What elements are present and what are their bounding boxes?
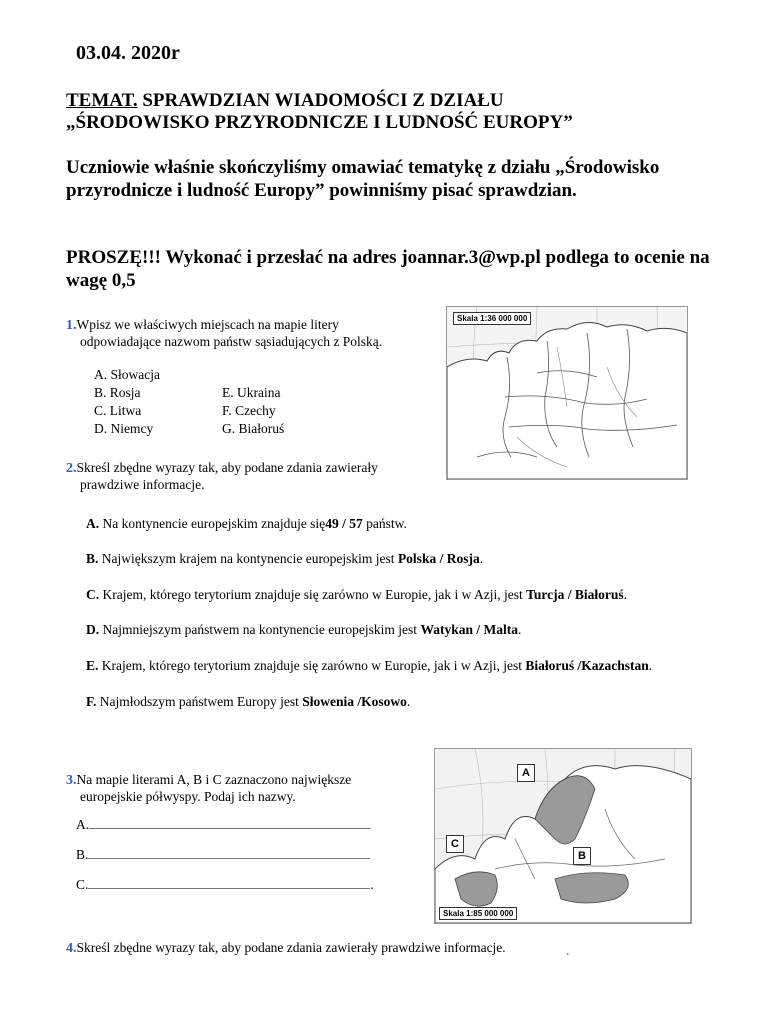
answer-a [76, 816, 371, 833]
stray-mark: . [566, 944, 570, 959]
statement-d-text: Najmniejszym państwem na kontynencie europejskim jest [99, 622, 421, 637]
question-2-line2: prawdziwe informacje. [80, 477, 205, 492]
question-2-number: 2. [66, 461, 77, 476]
topic-label: TEMAT. [66, 90, 138, 111]
option-g: G. Białoruś [222, 421, 285, 436]
statement-e-text: Krajem, którego terytorium znajduje się zarówno w Europie, jak i w Azji, jest [98, 658, 526, 673]
statement-e-letter: E. [86, 658, 99, 673]
statement-d-letter: D. [86, 622, 100, 637]
statement-f-letter: F. [86, 694, 97, 709]
answer-a-line[interactable] [89, 816, 371, 829]
answer-c-end: . [370, 877, 374, 892]
map-2-scale: Skala 1:85 000 000 [439, 907, 517, 920]
map-1-scale: Skala 1:36 000 000 [453, 312, 531, 325]
statement-c-end: . [623, 587, 628, 602]
option-e: E. Ukraina [222, 385, 281, 400]
request-paragraph: PROSZĘ!!! Wykonać i przesłać na adres joannar.3@wp.pl podlega to ocenie na wagę 0,5 [66, 247, 710, 291]
topic-heading [66, 90, 573, 134]
statement-d-choice: Watykan / Malta [420, 622, 518, 637]
statement-e [86, 658, 652, 674]
statement-d [86, 622, 521, 638]
question-3-line2: europejskie półwyspy. Podaj ich nazwy. [80, 789, 296, 804]
statement-c-text: Krajem, którego terytorium znajduje się zarówno w Europie, jak i w Azji, jest [99, 587, 527, 602]
map-europe-peninsulas [434, 748, 692, 924]
question-1-options-right [222, 384, 284, 438]
answer-b-line[interactable] [88, 846, 370, 859]
answer-c [76, 876, 374, 893]
statement-b-end: . [479, 551, 484, 566]
map-europe-peninsulas-graphic [435, 749, 691, 923]
statement-a-letter: A. [86, 516, 100, 531]
map-poland-neighbors-graphic [447, 307, 687, 479]
statement-c [86, 587, 627, 603]
option-f: F. Czechy [222, 403, 276, 418]
statement-c-letter: C. [86, 587, 100, 602]
answer-c-label: C. [76, 877, 89, 892]
topic-title-line1: SPRAWDZIAN WIADOMOŚCI Z DZIAŁU [137, 90, 504, 111]
answer-b-label: B. [76, 847, 89, 862]
statement-f-choice: Słowenia /Kosowo [302, 694, 407, 709]
statement-b-choice: Polska / Rosja [397, 551, 480, 566]
statement-f-text: Najmłodszym państwem Europy jest [96, 694, 303, 709]
topic-title-line2: „ŚRODOWISKO PRZYRODNICZE I LUDNOŚĆ EUROPY” [66, 112, 573, 133]
map-label-b: B [573, 847, 591, 865]
statement-a [86, 516, 407, 532]
question-1-number: 1. [66, 318, 77, 333]
question-1 [66, 317, 426, 350]
question-2-line1: Skreśl zbędne wyrazy tak, aby podane zdania zawierały [76, 460, 378, 475]
intro-paragraph: Uczniowie właśnie skończyliśmy omawiać tematykę z działu „Środowisko przyrodnicze i ludność Europy” powinniśmy pisać sprawdzian. [66, 157, 660, 201]
statement-f-end: . [406, 694, 411, 709]
question-4-text: Skreśl zbędne wyrazy tak, aby podane zdania zawierały prawdziwe informacje. [76, 940, 506, 955]
statement-e-choice: Białoruś /Kazachstan [525, 658, 649, 673]
document-date: 03.04. 2020r [76, 42, 180, 64]
statement-c-choice: Turcja / Białoruś [526, 587, 624, 602]
option-d: D. Niemcy [94, 421, 154, 436]
question-3-line1: Na mapie literami A, B i C zaznaczono największe [76, 772, 352, 787]
statement-a-end: państw. [362, 516, 407, 531]
question-1-options-left [94, 366, 160, 438]
question-2 [66, 460, 436, 493]
statement-a-text: Na kontynencie europejskim znajduje się [99, 516, 326, 531]
option-c: C. Litwa [94, 403, 142, 418]
option-b: B. Rosja [94, 385, 141, 400]
statement-a-choice: 49 / 57 [325, 516, 363, 531]
question-1-line1: Wpisz we właściwych miejscach na mapie litery [76, 317, 339, 332]
question-4 [66, 940, 546, 957]
answer-a-label: A. [76, 817, 90, 832]
question-3-number: 3. [66, 773, 77, 788]
statement-b [86, 551, 483, 567]
question-3 [66, 772, 426, 805]
option-a: A. Słowacja [94, 367, 160, 382]
statement-e-end: . [648, 658, 653, 673]
map-poland-neighbors [446, 306, 688, 480]
answer-c-line[interactable] [88, 876, 370, 889]
statement-b-letter: B. [86, 551, 99, 566]
question-4-number: 4. [66, 941, 77, 956]
statement-b-text: Największym krajem na kontynencie europejskim jest [98, 551, 398, 566]
statement-d-end: . [517, 622, 522, 637]
map-label-c: C [446, 835, 464, 853]
answer-b [76, 846, 370, 863]
question-1-line2: odpowiadające nazwom państw sąsiadujących z Polską. [80, 334, 383, 349]
map-label-a: A [517, 764, 535, 782]
statement-f [86, 694, 410, 710]
